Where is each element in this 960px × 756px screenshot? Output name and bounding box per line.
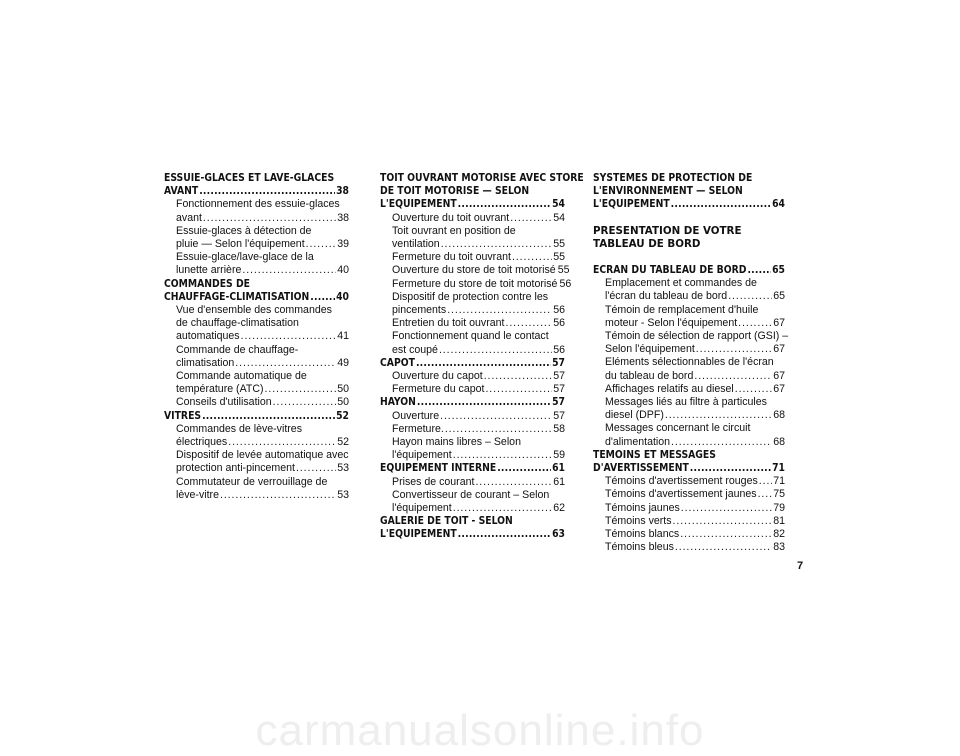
dot-leader: [458, 528, 551, 541]
toc-subentry[interactable]: [164, 225, 349, 251]
toc-page-number: 54: [552, 198, 565, 211]
toc-heading-entry[interactable]: [593, 449, 785, 475]
toc-entry-text: Commande de chauffage-: [176, 343, 299, 356]
toc-page-number: 67: [773, 316, 785, 329]
toc-subentry[interactable]: [380, 264, 570, 277]
toc-heading-entry[interactable]: [164, 172, 349, 198]
toc-entry-text: Fonctionnement quand le contact: [392, 330, 549, 343]
dot-leader: [453, 449, 552, 462]
dot-leader: [759, 475, 772, 488]
dot-leader: [497, 462, 551, 475]
dot-leader: [680, 528, 772, 541]
toc-subentry[interactable]: [593, 541, 785, 554]
toc-heading-entry[interactable]: [593, 172, 785, 212]
toc-subentry[interactable]: [164, 344, 349, 370]
toc-heading-entry[interactable]: [380, 172, 584, 212]
toc-subentry[interactable]: [380, 225, 565, 251]
dot-leader: [417, 396, 551, 409]
dot-leader: [728, 290, 772, 303]
dot-leader: [675, 541, 772, 554]
dot-leader: [738, 317, 772, 330]
toc-page-number: 67: [773, 343, 785, 356]
dot-leader: [203, 212, 336, 225]
toc-entry-text: Témoins d'avertissement rouges: [605, 475, 758, 488]
toc-entry-text: Fermeture du capot: [392, 383, 485, 396]
toc-subentry[interactable]: [593, 488, 785, 501]
toc-entry-text: HAYON: [380, 396, 416, 409]
toc-entry-text: COMMANDES DE: [164, 277, 250, 290]
toc-page-number: 56: [553, 343, 565, 356]
toc-entry-text: électriques: [176, 436, 228, 449]
toc-subentry[interactable]: [593, 396, 785, 422]
dot-leader: [671, 198, 771, 211]
toc-page-number: 53: [337, 488, 349, 501]
toc-page-number: 57: [552, 396, 565, 409]
toc-page-number: 62: [553, 502, 565, 515]
toc-entry-text: TOIT OUVRANT MOTORISE AVEC STORE: [380, 172, 584, 184]
toc-entry-text: ESSUIE-GLACES ET LAVE-GLACES: [164, 172, 335, 184]
toc-subentry[interactable]: [164, 423, 349, 449]
toc-column-3: [593, 172, 789, 554]
toc-subentry[interactable]: [380, 370, 565, 383]
toc-entry-text: Vue d'ensemble des commandes: [176, 304, 332, 317]
toc-page-number: 68: [773, 435, 785, 448]
dot-leader: [512, 251, 552, 264]
toc-entry-text: ventilation: [392, 238, 440, 251]
toc-entry-text: Témoins d'avertissement jaunes: [605, 488, 757, 501]
toc-subentry[interactable]: [164, 304, 349, 344]
toc-entry-text: diesel (DPF): [605, 409, 664, 422]
dot-leader: [458, 198, 551, 211]
toc-subentry[interactable]: [593, 515, 785, 528]
toc-heading-entry[interactable]: [593, 264, 785, 277]
section-title: PRESENTATION DE VOTRE TABLEAU DE BORD: [593, 224, 742, 250]
toc-entry-text: Témoins bleus: [605, 541, 674, 554]
toc-entry-text: lunette arrière: [176, 264, 242, 277]
dot-leader: [690, 462, 771, 475]
toc-entry-text: ECRAN DU TABLEAU DE BORD: [593, 264, 747, 277]
toc-entry-text: Affichages relatifs au diesel: [605, 382, 734, 395]
toc-page-number: 64: [772, 198, 785, 211]
toc-entry-text: Dispositif de levée automatique avec: [176, 449, 349, 462]
dot-leader: [475, 476, 552, 489]
toc-page-number: 38: [337, 211, 349, 224]
toc-heading-entry[interactable]: [380, 357, 565, 370]
toc-subentry[interactable]: [593, 475, 785, 488]
dot-leader: [747, 264, 771, 277]
toc-page-number: 67: [773, 369, 785, 382]
toc-heading-entry[interactable]: [164, 278, 349, 304]
toc-page-number: 71: [772, 462, 785, 475]
toc-entry-text: L'EQUIPEMENT: [593, 198, 670, 211]
toc-subentry[interactable]: [593, 383, 785, 396]
toc-subentry[interactable]: [593, 502, 785, 515]
toc-page-number: 82: [773, 528, 785, 541]
dot-leader: [202, 410, 335, 423]
toc-page-number: 67: [773, 382, 785, 395]
toc-entry-text: Commutateur de verrouillage de: [176, 475, 328, 488]
dot-leader: [306, 238, 337, 251]
toc-entry-text: Essuie-glace/lave-glace de la: [176, 251, 314, 264]
toc-entry-text: CHAUFFAGE-CLIMATISATION: [164, 290, 310, 303]
toc-page-number: 81: [773, 514, 785, 527]
toc-page-number: 50: [337, 383, 349, 396]
toc-subentry[interactable]: [164, 449, 349, 475]
toc-subentry[interactable]: [164, 396, 349, 409]
toc-subentry[interactable]: [380, 291, 565, 317]
toc-page-number: 71: [773, 475, 785, 488]
toc-page-number: 40: [336, 290, 349, 303]
toc-entry-text: Commande automatique de: [176, 370, 307, 383]
toc-page-number: 54: [553, 211, 565, 224]
toc-page-number: 59: [553, 449, 565, 462]
toc-entry-text: climatisation: [176, 356, 235, 369]
toc-subentry[interactable]: [380, 251, 565, 264]
toc-column-1: [164, 172, 349, 502]
dot-leader: [273, 396, 337, 409]
toc-page-number: 83: [773, 541, 785, 554]
toc-subentry[interactable]: [380, 383, 565, 396]
toc-page-number: 39: [337, 238, 349, 251]
dot-leader: [484, 370, 553, 383]
dot-leader: [447, 304, 552, 317]
toc-page-number: 52: [336, 409, 349, 422]
toc-entry-text: Témoin de remplacement d'huile: [605, 303, 759, 316]
toc-page-number: 53: [337, 462, 349, 475]
dot-leader: [673, 515, 773, 528]
toc-entry-text: Hayon mains libres – Selon: [392, 436, 521, 449]
toc-subentry[interactable]: [164, 370, 349, 396]
toc-entry-text: EQUIPEMENT INTERNE: [380, 462, 497, 475]
toc-page-number: 65: [773, 290, 785, 303]
toc-page-number: 49: [337, 356, 349, 369]
dot-leader: [242, 264, 336, 277]
toc-entry-text: Prises de courant: [392, 475, 475, 488]
toc-page-number: 55: [557, 264, 570, 277]
dot-leader: [510, 212, 552, 225]
toc-entry-text: l'écran du tableau de bord: [605, 290, 728, 303]
toc-entry-text: L'EQUIPEMENT: [380, 528, 457, 541]
toc-heading-entry[interactable]: [380, 462, 565, 475]
toc-entry-text: L'ENVIRONNEMENT — SELON: [593, 185, 743, 198]
toc-entry-text: l'équipement: [392, 502, 452, 515]
toc-subentry[interactable]: [380, 476, 565, 489]
dot-leader: [228, 436, 336, 449]
toc-page-number: 56: [559, 277, 572, 290]
dot-leader: [681, 502, 772, 515]
toc-entry-text: pluie — Selon l'équipement: [176, 238, 305, 251]
toc-subentry[interactable]: [593, 330, 789, 356]
toc-entry-text: L'EQUIPEMENT: [380, 198, 457, 211]
toc-entry-text: l'équipement: [392, 449, 452, 462]
toc-entry-text: Témoins jaunes: [605, 501, 680, 514]
toc-entry-text: Témoin de sélection de rapport (GSI) –: [605, 330, 789, 343]
toc-subentry[interactable]: [380, 489, 565, 515]
toc-entry-text: moteur - Selon l'équipement: [605, 316, 738, 329]
toc-subentry[interactable]: [593, 304, 785, 330]
toc-entry-text: Dispositif de protection contre les: [392, 290, 549, 303]
toc-page-number: 50: [337, 396, 349, 409]
toc-subentry[interactable]: [380, 436, 565, 462]
watermark: carmanualsonline.info: [255, 706, 705, 755]
dot-leader: [445, 423, 552, 436]
toc-subentry[interactable]: [380, 212, 565, 225]
toc-subentry[interactable]: [593, 422, 785, 448]
dot-leader: [735, 383, 772, 396]
dot-leader: [696, 343, 772, 356]
dot-leader: [296, 462, 336, 475]
toc-page-number: 61: [552, 462, 565, 475]
toc-page-number: 61: [553, 475, 565, 488]
toc-entry-text: température (ATC): [176, 383, 264, 396]
toc-entry-text: Fermeture.: [392, 422, 444, 435]
toc-entry-text: Ouverture du toit ouvrant: [392, 211, 510, 224]
dot-leader: [665, 409, 772, 422]
toc-entry-text: Conseils d'utilisation: [176, 396, 272, 409]
toc-subentry[interactable]: [380, 423, 565, 436]
toc-page-number: 56: [553, 317, 565, 330]
toc-entry-text: avant: [176, 211, 202, 224]
toc-entry-text: Fermeture du store de toit motorisé: [392, 277, 558, 290]
toc-entry-text: SYSTEMES DE PROTECTION DE: [593, 172, 753, 184]
toc-entry-text: Convertisseur de courant – Selon: [392, 488, 550, 501]
toc-entry-text: Eléments sélectionnables de l'écran: [605, 356, 774, 369]
toc-heading-entry[interactable]: [164, 410, 349, 423]
toc-entry-text: Messages liés au filtre à particules: [605, 396, 767, 409]
dot-leader: [220, 489, 336, 502]
toc-entry-text: VITRES: [164, 409, 202, 422]
toc-subentry[interactable]: [164, 251, 349, 277]
toc-entry-text: TEMOINS ET MESSAGES: [593, 448, 716, 461]
page-number: 7: [797, 560, 804, 572]
toc-page-number: 55: [553, 251, 565, 264]
toc-page-number: 52: [337, 436, 349, 449]
toc-heading-entry[interactable]: [380, 396, 565, 409]
dot-leader: [671, 436, 772, 449]
toc-page-number: 56: [553, 304, 565, 317]
toc-subentry[interactable]: [380, 317, 565, 330]
toc-entry-text: Témoins verts: [605, 514, 672, 527]
toc-entry-text: d'alimentation: [605, 435, 671, 448]
toc-entry-text: GALERIE DE TOIT - SELON: [380, 515, 513, 528]
toc-entry-text: CAPOT: [380, 356, 415, 369]
dot-leader: [485, 383, 552, 396]
dot-leader: [416, 357, 551, 370]
toc-page-number: 79: [773, 501, 785, 514]
toc-entry-text: Ouverture du capot: [392, 370, 483, 383]
dot-leader: [439, 344, 552, 357]
toc-entry-text: Témoins blancs: [605, 528, 680, 541]
dot-leader: [694, 370, 772, 383]
toc-page-number: 41: [337, 330, 349, 343]
toc-heading-entry[interactable]: [380, 515, 565, 541]
toc-entry-text: Selon l'équipement: [605, 343, 695, 356]
toc-entry-text: AVANT: [164, 185, 199, 198]
toc-entry-text: Toit ouvrant en position de: [392, 224, 516, 237]
toc-subentry[interactable]: [593, 528, 785, 541]
dot-leader: [441, 238, 553, 251]
dot-leader: [265, 383, 337, 396]
toc-entry-text: Messages concernant le circuit: [605, 422, 751, 435]
toc-page-number: 75: [773, 488, 785, 501]
dot-leader: [758, 488, 773, 501]
toc-subentry[interactable]: [164, 198, 349, 224]
toc-column-2: [380, 172, 584, 542]
toc-entry-text: Emplacement et commandes de: [605, 277, 757, 290]
toc-page-number: 65: [772, 264, 785, 277]
toc-entry-text: est coupé: [392, 343, 438, 356]
toc-entry-text: protection anti-pincement: [176, 462, 295, 475]
toc-entry-text: DE TOIT MOTORISE — SELON: [380, 185, 530, 198]
toc-page-number: 63: [552, 528, 565, 541]
toc-entry-text: automatiques: [176, 330, 240, 343]
toc-entry-text: Fonctionnement des essuie-glaces: [176, 198, 340, 211]
toc-subentry[interactable]: [380, 330, 565, 356]
dot-leader: [235, 357, 336, 370]
toc-page-number: 57: [553, 409, 565, 422]
toc-page-number: 57: [552, 356, 565, 369]
dot-leader: [440, 410, 552, 423]
toc-subentry[interactable]: [164, 476, 349, 502]
toc-entry-text: du tableau de bord: [605, 369, 694, 382]
toc-page-number: 55: [553, 238, 565, 251]
toc-entry-text: pincements: [392, 304, 447, 317]
toc-subentry[interactable]: [593, 356, 785, 382]
toc-page-number: 57: [553, 370, 565, 383]
dot-leader: [453, 502, 552, 515]
toc-entry-text: lève-vitre: [176, 488, 219, 501]
toc-page-number: 38: [336, 185, 349, 198]
dot-leader: [241, 330, 337, 343]
toc-subentry[interactable]: [380, 410, 565, 423]
toc-entry-text: Ouverture: [392, 409, 440, 422]
toc-entry-text: Ouverture du store de toit motorisé: [392, 264, 556, 277]
toc-entry-text: Essuie-glaces à détection de: [176, 224, 312, 237]
toc-page-number: 57: [553, 383, 565, 396]
dot-leader: [505, 317, 552, 330]
toc-page-number: 40: [337, 264, 349, 277]
toc-page-number: 68: [773, 409, 785, 422]
toc-page-number: 58: [553, 422, 565, 435]
toc-subentry[interactable]: [593, 277, 785, 303]
toc-entry-text: de chauffage-climatisation: [176, 317, 299, 330]
toc-subentry[interactable]: [380, 277, 572, 291]
toc-entry-text: Entretien du toit ouvrant: [392, 317, 505, 330]
dot-leader: [199, 185, 335, 198]
toc-entry-text: D'AVERTISSEMENT: [593, 462, 689, 475]
toc-entry-text: Fermeture du toit ouvrant: [392, 251, 511, 264]
toc-entry-text: Commandes de lève-vitres: [176, 422, 302, 435]
dot-leader: [310, 291, 335, 304]
